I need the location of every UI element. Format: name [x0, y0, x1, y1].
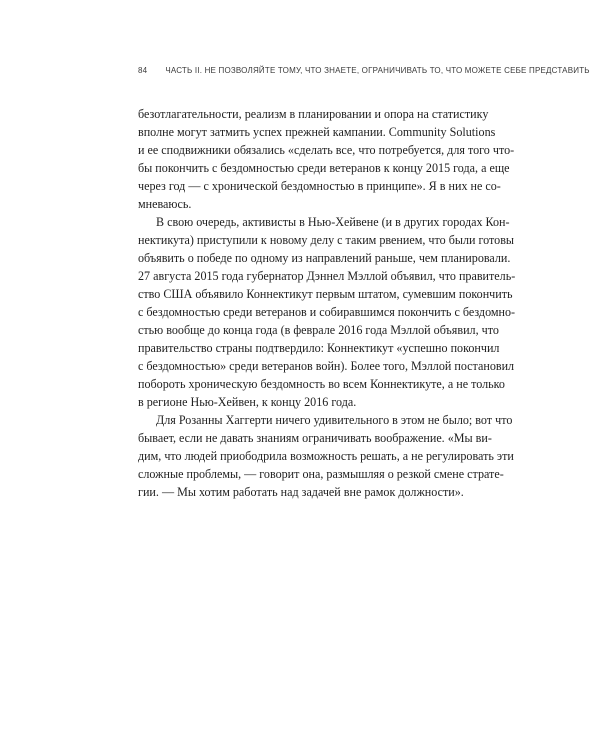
- text-line: с бездомностью среди ветеранов и собиравшимся покончить с бездомно-: [138, 305, 516, 319]
- text-line: безотлагательности, реализм в планировании и опора на статистику: [138, 107, 489, 121]
- text-line: побороть хроническую бездомность во всем Коннектикуте, а не только: [138, 377, 505, 391]
- text-line: бывает, если не давать знаниям ограничивать воображение. «Мы ви-: [138, 431, 492, 445]
- paragraph-1: [138, 105, 515, 213]
- text-line: нектикута) приступили к новому делу с таким рвением, что были готовы: [138, 233, 515, 247]
- running-header: [138, 66, 590, 75]
- text-line: вполне могут затмить успех прежней кампании. Community Solutions: [138, 125, 496, 139]
- text-line: дим, что людей приободрила возможность решать, а не регулировать эти: [138, 449, 514, 463]
- text-line: стью вообще до конца года (в феврале 2016 года Мэллой объявил, что: [138, 323, 499, 337]
- paragraph-3: [138, 411, 514, 501]
- text-line: правительство страны подтвердило: Коннектикут «успешно покончил: [138, 341, 500, 355]
- text-line: через год — с хронической бездомностью в принципе». Я в них не со-: [138, 179, 501, 193]
- running-title: ЧАСТЬ II. НЕ ПОЗВОЛЯЙТЕ ТОМУ, ЧТО ЗНАЕТЕ, ОГРАНИЧИВАТЬ ТО, ЧТО МОЖЕТЕ СЕБЕ ПРЕДСТАВИТЬ: [165, 66, 590, 75]
- text-line: гии. — Мы хотим работать над задачей вне рамок должности».: [138, 485, 464, 499]
- text-line: бы покончить с бездомностью среди ветеранов к концу 2015 года, а еще: [138, 161, 510, 175]
- text-line: 27 августа 2015 года губернатор Дэннел Мэллой объявил, что правитель-: [138, 269, 516, 283]
- text-line: с бездомностью» среди ветеранов войн). Более того, Мэллой постановил: [138, 359, 515, 373]
- page-number: 84: [138, 66, 148, 75]
- text-line: в регионе Нью-Хейвен, к концу 2016 года.: [138, 395, 357, 409]
- text-line: сложные проблемы, — говорит она, размышляя о резкой смене страте-: [138, 467, 504, 481]
- text-line: ство США объявило Коннектикут первым штатом, сумевшим покончить: [138, 287, 513, 301]
- paragraph-2: [138, 213, 516, 411]
- text-line: В свою очередь, активисты в Нью-Хейвене (и в других городах Кон-: [156, 215, 510, 229]
- body-text: [138, 105, 516, 501]
- text-line: мневаюсь.: [138, 197, 192, 211]
- text-line: и ее сподвижники обязались «сделать все, что потребуется, для того что-: [138, 143, 515, 157]
- text-line: объявить о победе по одному из направлений раньше, чем планировали.: [138, 251, 511, 265]
- text-line: Для Розанны Хаггерти ничего удивительного в этом не было; вот что: [156, 413, 513, 427]
